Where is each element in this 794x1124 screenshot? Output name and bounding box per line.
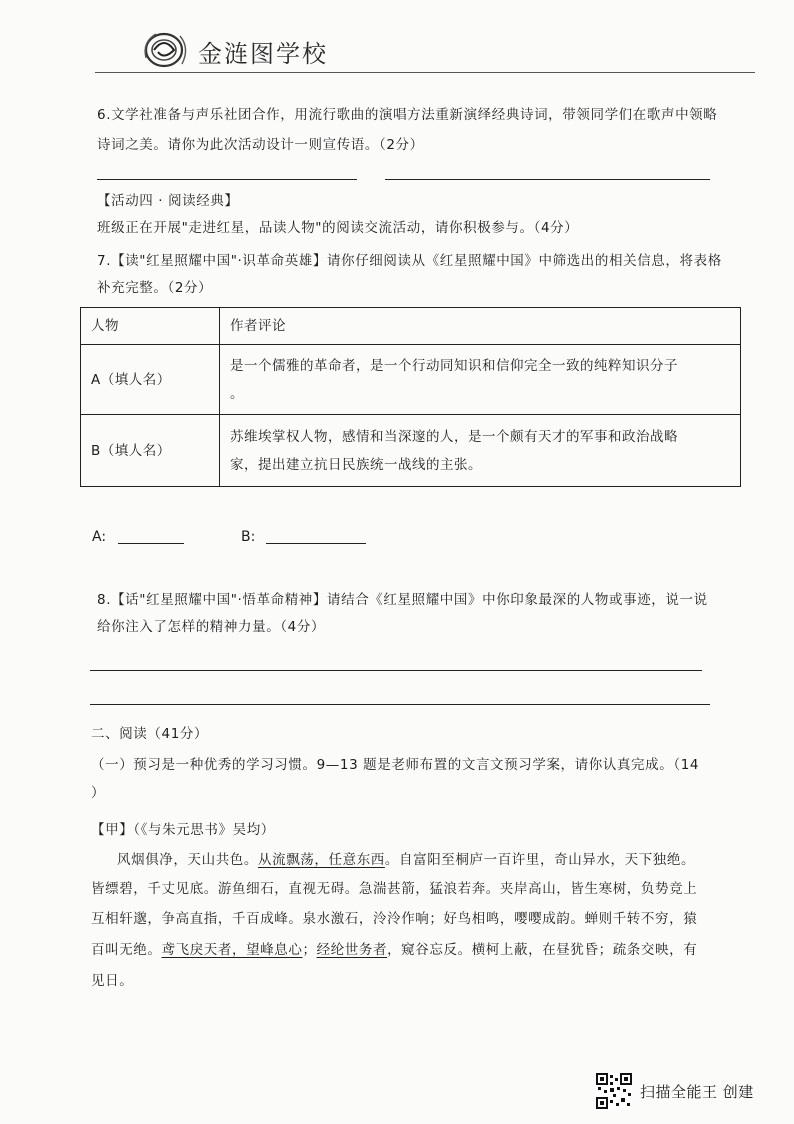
q7-line1: 7.【读"红星照耀中国"·识革命英雄】请你仔细阅读从《红星照耀中国》中筛选出的相关信息，将表格 [97,253,722,269]
scanner-qr [596,1073,632,1109]
q7-line2: 补充完整。（2分） [97,280,213,296]
logo-text: 金涟图学校 [198,40,328,68]
table-header-person: 人物 [81,308,220,345]
q6-answer-blank-1[interactable] [97,179,357,180]
q6-line2: 诗词之美。请你为此次活动设计一则宣传语。（2分） [97,137,424,153]
passage-l4-underlined-1: 鸢飞戾天者，望峰息心 [161,942,303,958]
passage-line2: 皆缥碧，千丈见底。游鱼细石，直视无碍。急湍甚箭，猛浪若奔。夹岸高山，皆生寒树，负势竞上 [91,881,698,897]
table-row [81,345,741,415]
scanner-label: 扫描全能王 创建 [640,1083,754,1101]
answer-a-blank[interactable] [118,543,184,544]
table-cell-person-a[interactable]: A（填人名） [81,345,220,415]
passage-line4 [91,938,697,958]
passage-l1-a: 风烟俱净，天山共色。 [117,852,258,868]
table-row [81,415,741,487]
activity4-intro: 班级正在开展"走进红星，品读人物"的阅读交流活动，请你积极参与。（4分） [97,220,579,236]
q7-table [80,307,741,487]
passage-l1-b: 。自富阳至桐庐一百许里，奇山异水，天下独绝。 [384,852,696,868]
passage-l4-b: ； [302,942,317,958]
section2-title: 二、阅读（41分） [91,726,209,742]
passage-title: 【甲】（《与朱元思书》吴均） [91,822,275,838]
table-header-comment: 作者评论 [220,308,741,345]
swirl-logo-icon [140,28,192,72]
comment-a-line1: 是一个儒雅的革命者，是一个行动同知识和信仰完全一致的纯粹知识分子 [230,357,678,374]
passage-line3: 互相轩邈，争高直指，千百成峰。泉水激石，泠泠作响；好鸟相鸣，嘤嘤成韵。蝉则千转不穷，猿 [91,911,698,927]
passage-line1 [117,848,695,868]
passage-l4-underlined-2: 经纶世务者 [316,942,388,958]
comment-b-line1: 苏维埃掌权人物，感情和当深邃的人，是一个颇有天才的军事和政治战略 [230,428,678,445]
header-rule [95,72,755,73]
q8-answer-blank-2[interactable] [90,704,710,705]
comment-b-line2: 家，提出建立抗日民族统一战线的主张。 [230,456,482,473]
table-cell-comment-a [220,345,741,415]
table-cell-comment-b [220,415,741,487]
table-header-row [81,308,741,345]
q6-line1: 6.文学社准备与声乐社团合作，用流行歌曲的演唱方法重新演绎经典诗词，带领同学们在歌声中领略 [97,107,718,123]
q8-line2: 给你注入了怎样的精神力量。（4分） [97,619,326,635]
passage-line5: 见日。 [91,973,134,989]
comment-a-line2: 。 [230,385,244,402]
q8-answer-blank-1[interactable] [90,670,702,671]
qr-code-icon [596,1073,632,1109]
table-cell-person-b[interactable]: B（填人名） [81,415,220,487]
answer-a-label: A: [92,529,107,545]
school-logo [140,28,192,72]
q8-line1: 8.【话"红星照耀中国"·悟革命精神】请结合《红星照耀中国》中你印象最深的人物或事迹，说一说 [97,592,708,608]
passage-l4-c: ，窥谷忘反。横柯上蔽，在昼犹昏；疏条交映，有 [387,942,698,958]
passage-l4-a: 百叫无绝。 [91,942,162,958]
q6-answer-blank-2[interactable] [385,179,710,180]
part1-line2: ） [91,785,106,801]
part1-line1: （一）预习是一种优秀的学习习惯。9—13 题是老师布置的文言文预习学案，请你认真完成。（14 [91,757,700,773]
activity4-heading: 【活动四 · 阅读经典】 [97,193,239,209]
answer-b-blank[interactable] [266,543,366,544]
passage-l1-underlined: 从流飘荡，任意东西 [258,852,385,868]
answer-b-label: B: [241,529,256,545]
